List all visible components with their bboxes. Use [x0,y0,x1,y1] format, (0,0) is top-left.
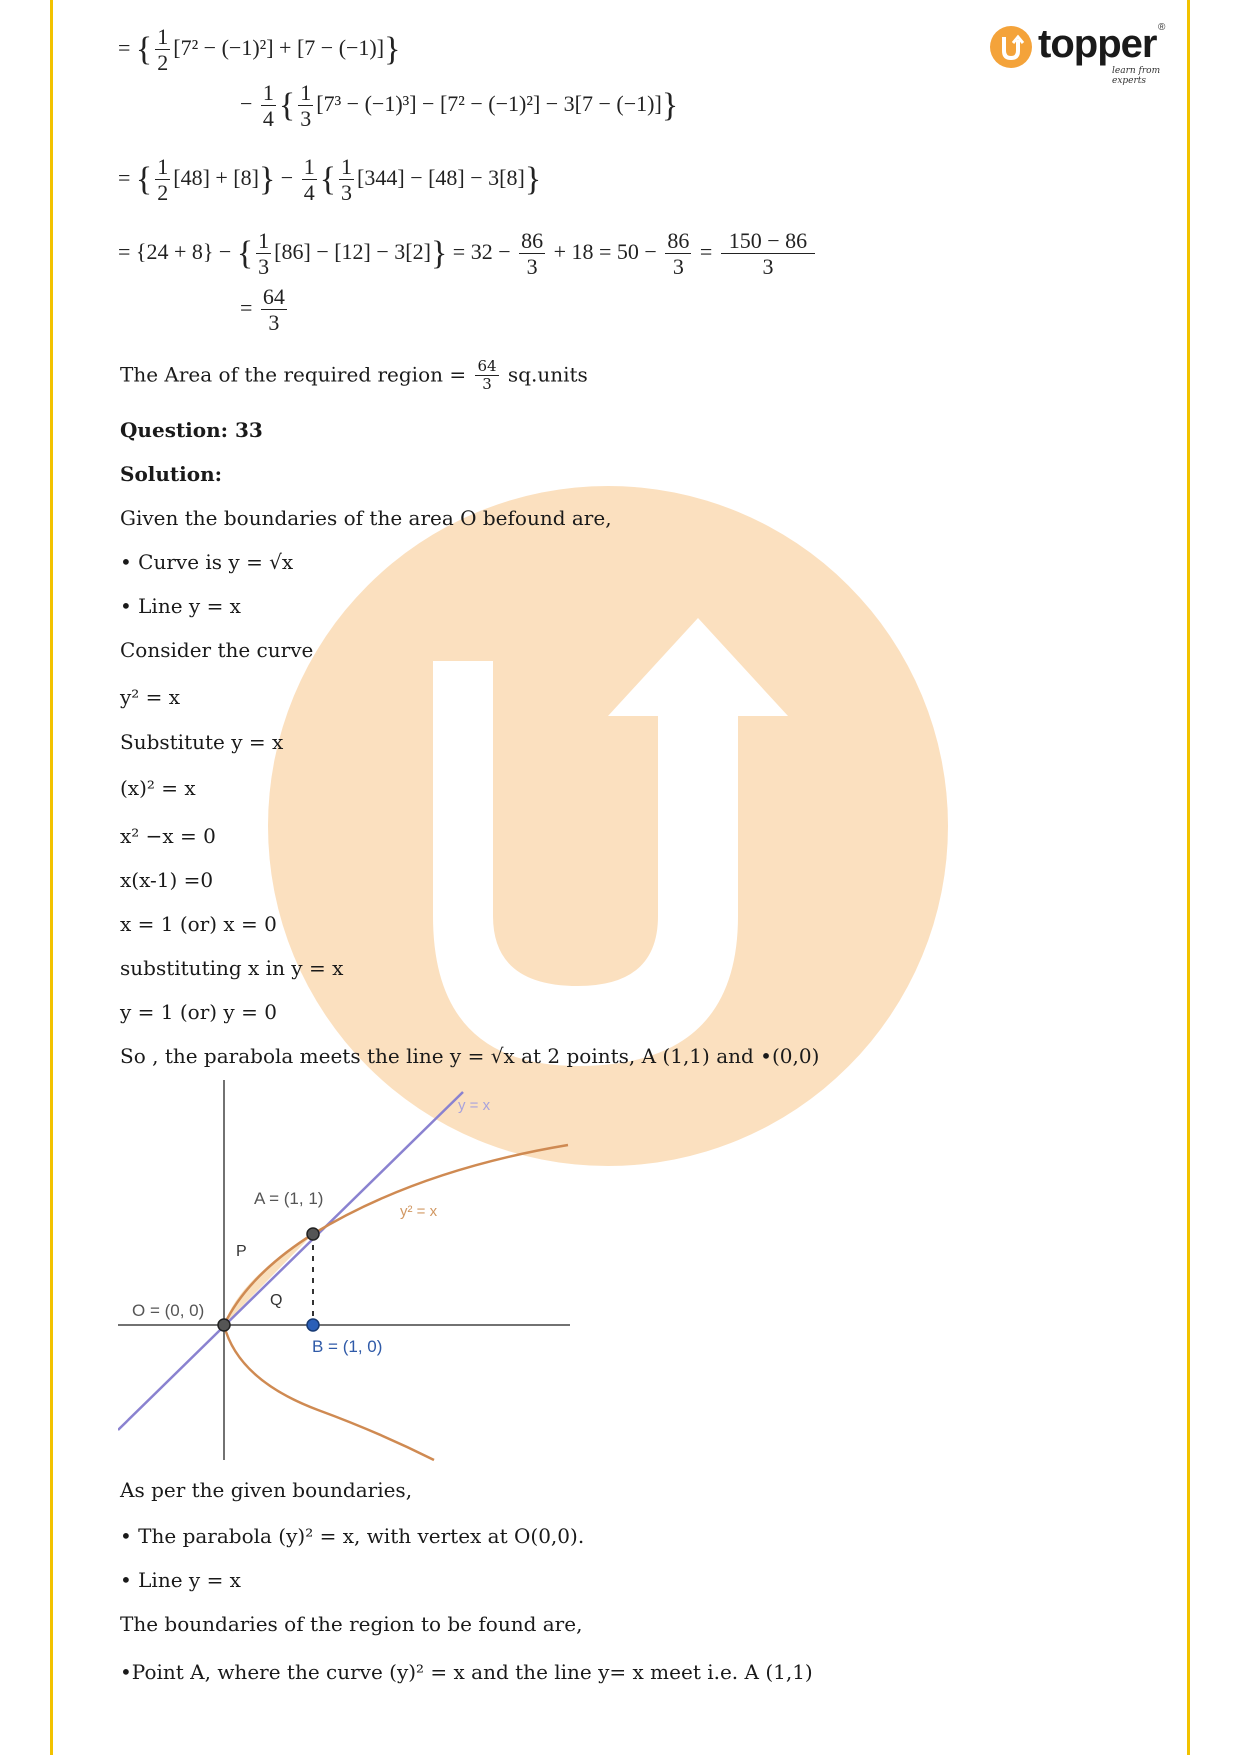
denominator: 3 [258,254,270,280]
bullet-line: • Line y = x [120,594,241,618]
point-o [218,1319,230,1331]
equation-2: (x)² = x [120,776,196,800]
math-line-3-body-1: [48] + [8] [173,164,259,190]
math-line-4-body: [86] − [12] − 3[2] [274,238,431,264]
equals-sign: = [694,238,718,264]
numerator: 1 [157,154,169,179]
numerator: 150 − 86 [721,228,815,254]
line-label: y = x [458,1097,491,1114]
math-line-4-part-1: = 32 − [447,238,517,264]
equation-3: x² −x = 0 [120,824,216,848]
point-a-text: •Point A, where the curve (y)² = x and the line y= x meet i.e. A (1,1) [120,1660,813,1684]
fraction [261,80,276,132]
numerator: 86 [667,228,690,253]
parabola-line-graph [118,1080,578,1462]
question-heading: Question: 33 [120,418,263,442]
denominator: 2 [157,180,169,206]
fraction [155,24,170,76]
bullet-curve: • Curve is y = √x [120,550,294,574]
fraction [256,228,271,280]
fraction [339,154,354,206]
area-label: The Area of the required region = [120,362,473,387]
numerator: 1 [341,154,353,179]
math-line-2-body: [7³ − (−1)³] − [7² − (−1)²] − 3[7 − (−1)] [316,90,662,116]
as-per-text: As per the given boundaries, [120,1478,413,1502]
fraction [298,80,313,132]
math-line-3-body-2: [344] − [48] − 3[8] [357,164,525,190]
equation-5: x = 1 (or) x = 0 [120,912,277,936]
math-line-4-part-2: + 18 = 50 − [548,238,663,264]
topper-logo [990,22,1170,86]
bullet-parabola: • The parabola (y)² = x, with vertex at O(0,0). [120,1524,585,1548]
topper-logo-icon [990,26,1032,68]
numerator: 1 [300,80,312,105]
registered-mark: ® [1158,22,1166,33]
solution-heading: Solution: [120,462,223,486]
math-line-4-prefix: = {24 + 8} − [118,238,237,264]
math-line-1-body: [7² − (−1)²] + [7 − (−1)] [173,34,385,60]
boundaries-text: The boundaries of the region to be found are, [120,1612,583,1636]
area-units: sq.units [501,362,588,387]
minus-sign: − [275,164,299,190]
denominator: 3 [300,106,312,132]
area-result [120,358,588,394]
right-page-border [1187,0,1190,1755]
meets-text: So , the parabola meets the line y = √x at 2 points, A (1,1) and •(0,0) [120,1044,820,1068]
topper-logo-wordmark: topper [1038,22,1157,66]
denominator: 3 [268,310,280,336]
numerator: 1 [157,24,169,49]
given-text: Given the boundaries of the area O befound are, [120,506,612,530]
equation-6: y = 1 (or) y = 0 [120,1000,277,1024]
numerator: 86 [521,228,544,253]
region-p-label: P [236,1243,247,1260]
area-fraction [475,358,498,394]
fraction [665,228,691,280]
minus-sign: − [240,90,258,116]
substitute-text: Substitute y = x [120,730,284,754]
denominator: 3 [341,180,353,206]
math-line-1-prefix: = [118,34,136,60]
point-b-label: B = (1, 0) [312,1337,383,1356]
fraction [261,284,287,336]
math-line-5 [240,284,290,336]
math-line-4: = {24 + 8} − { $\frac{1}{3}$ [86] − [12] − 3[2]} = 32 − $\frac{86}{3}$ + 18 = 50 − $\frac{86}{3}$ = $\frac{150 - 86}{3}$ [118,228,818,280]
point-a [307,1228,319,1240]
bullet-line-2: • Line y = x [120,1568,241,1592]
equation-4: x(x-1) =0 [120,868,214,892]
denominator: 3 [672,254,684,280]
denominator: 4 [303,180,315,206]
math-line-2: − $\frac{1}{4}$ { $\frac{1}{3}$ [7³ − (−1)³] − [7² − (−1)²] − 3[7 − (−1)]} [240,80,679,132]
denominator: 3 [482,375,492,394]
equation-1: y² = x [120,685,181,709]
numerator: 1 [262,80,274,105]
equals-sign: = [240,294,258,320]
region-q-label: Q [270,1292,283,1309]
numerator: 1 [258,228,270,253]
fraction [721,228,815,280]
line-y-equals-x [118,1092,463,1430]
topper-logo-tagline: learn from experts [1112,66,1161,86]
equals-sign: = [118,164,136,190]
point-o-label: O = (0, 0) [132,1301,205,1320]
math-line-3: = { $\frac{1}{2}$ [48] + [8]} − $\frac{1}{4}$ { $\frac{1}{3}$ [344] − [48] − 3[8]} [118,154,542,206]
fraction [302,154,317,206]
point-b [307,1319,319,1331]
denominator: 4 [262,106,274,132]
denominator: 3 [762,254,774,280]
denominator: 3 [526,254,538,280]
fraction [155,154,170,206]
math-line-1: = { $\frac{1}{2}$ [7² − (−1)²] + [7 − (−1)]} [118,24,401,76]
left-page-border [50,0,53,1755]
curve-label: y² = x [400,1203,438,1220]
fraction [519,228,545,280]
numerator: 64 [262,284,285,309]
denominator: 2 [157,50,169,76]
substituting-text: substituting x in y = x [120,956,344,980]
consider-text: Consider the curve [120,638,314,662]
numerator: 1 [303,154,315,179]
numerator: 64 [477,357,497,375]
point-a-label: A = (1, 1) [254,1189,324,1208]
